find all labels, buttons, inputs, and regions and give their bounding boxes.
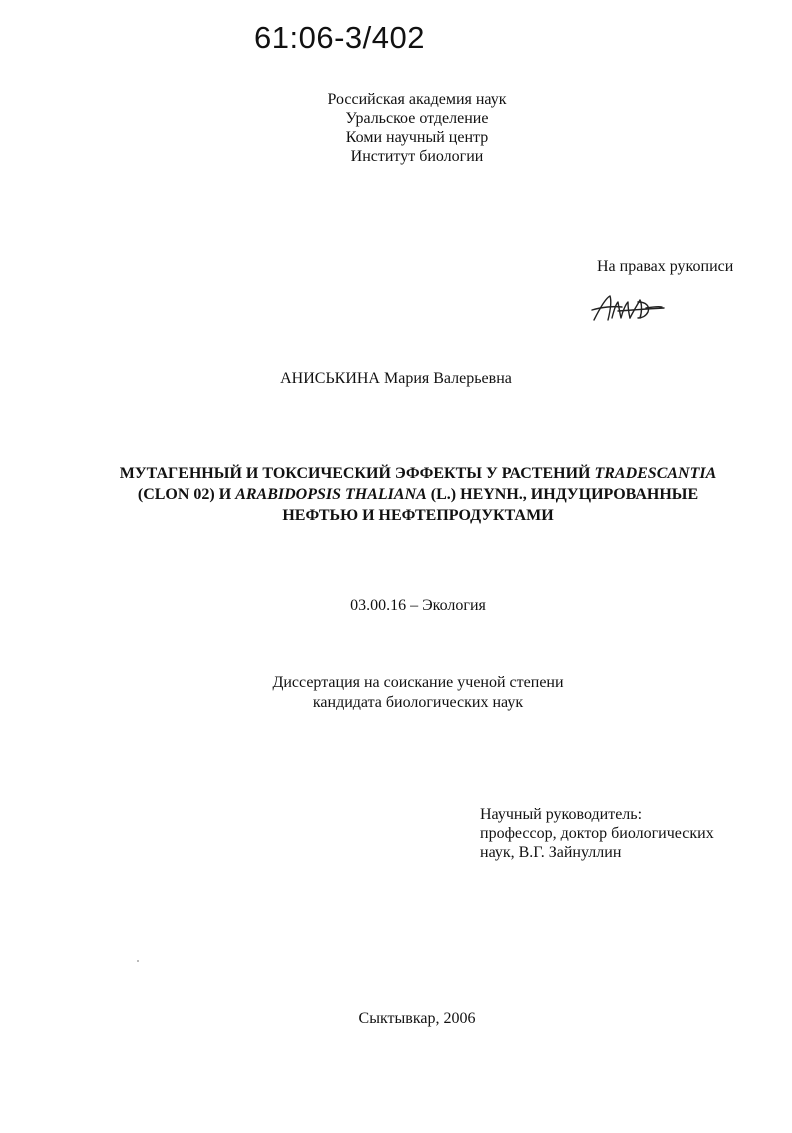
title-line-2: [100, 484, 736, 505]
dissertation-title: [100, 463, 736, 526]
institution-line: Уральское отделение: [345, 110, 489, 127]
degree-line: кандидата биологических наук: [312, 694, 524, 711]
degree-line: Диссертация на соискание ученой степени: [272, 674, 564, 691]
signature-icon: [588, 290, 668, 326]
institution-line: Институт биологии: [350, 148, 484, 165]
institution-line: Коми научный центр: [345, 129, 489, 146]
signature-graphic: [588, 290, 668, 326]
title-line-2-prefix: (CLON 02) И: [137, 486, 236, 503]
supervisor-line: наук, В.Г. Зайнуллин: [480, 844, 622, 861]
city-and-year: Сыктывкар, 2006: [358, 1010, 476, 1027]
degree-statement: [240, 673, 596, 713]
scan-speck: [137, 960, 139, 962]
rights-notice: На правах рукописи: [597, 258, 734, 275]
supervisor-line: Научный руководитель:: [480, 806, 643, 823]
document-code: 61:06-3/402: [254, 20, 425, 55]
title-line-1-text: МУТАГЕННЫЙ И ТОКСИЧЕСКИЙ ЭФФЕКТЫ У РАСТЕНИЙ: [119, 465, 595, 482]
title-species-arabidopsis: ARABIDOPSIS THALIANA: [235, 486, 427, 503]
institution-line: Российская академия наук: [327, 91, 507, 108]
institution-block: [270, 90, 564, 166]
title-genus-tradescantia: TRADESCANTIA: [594, 465, 717, 482]
author-name: АНИСЬКИНА Мария Валерьевна: [280, 370, 512, 387]
title-line-2-suffix: (L.) HEYNH., ИНДУЦИРОВАННЫЕ: [426, 486, 699, 503]
title-line-1: [100, 463, 736, 484]
supervisor-line: профессор, доктор биологических: [480, 825, 714, 842]
title-line-3: НЕФТЬЮ И НЕФТЕПРОДУКТАМИ: [282, 507, 554, 524]
specialty-code: 03.00.16 – Экология: [350, 597, 486, 614]
supervisor-block: [480, 805, 714, 862]
